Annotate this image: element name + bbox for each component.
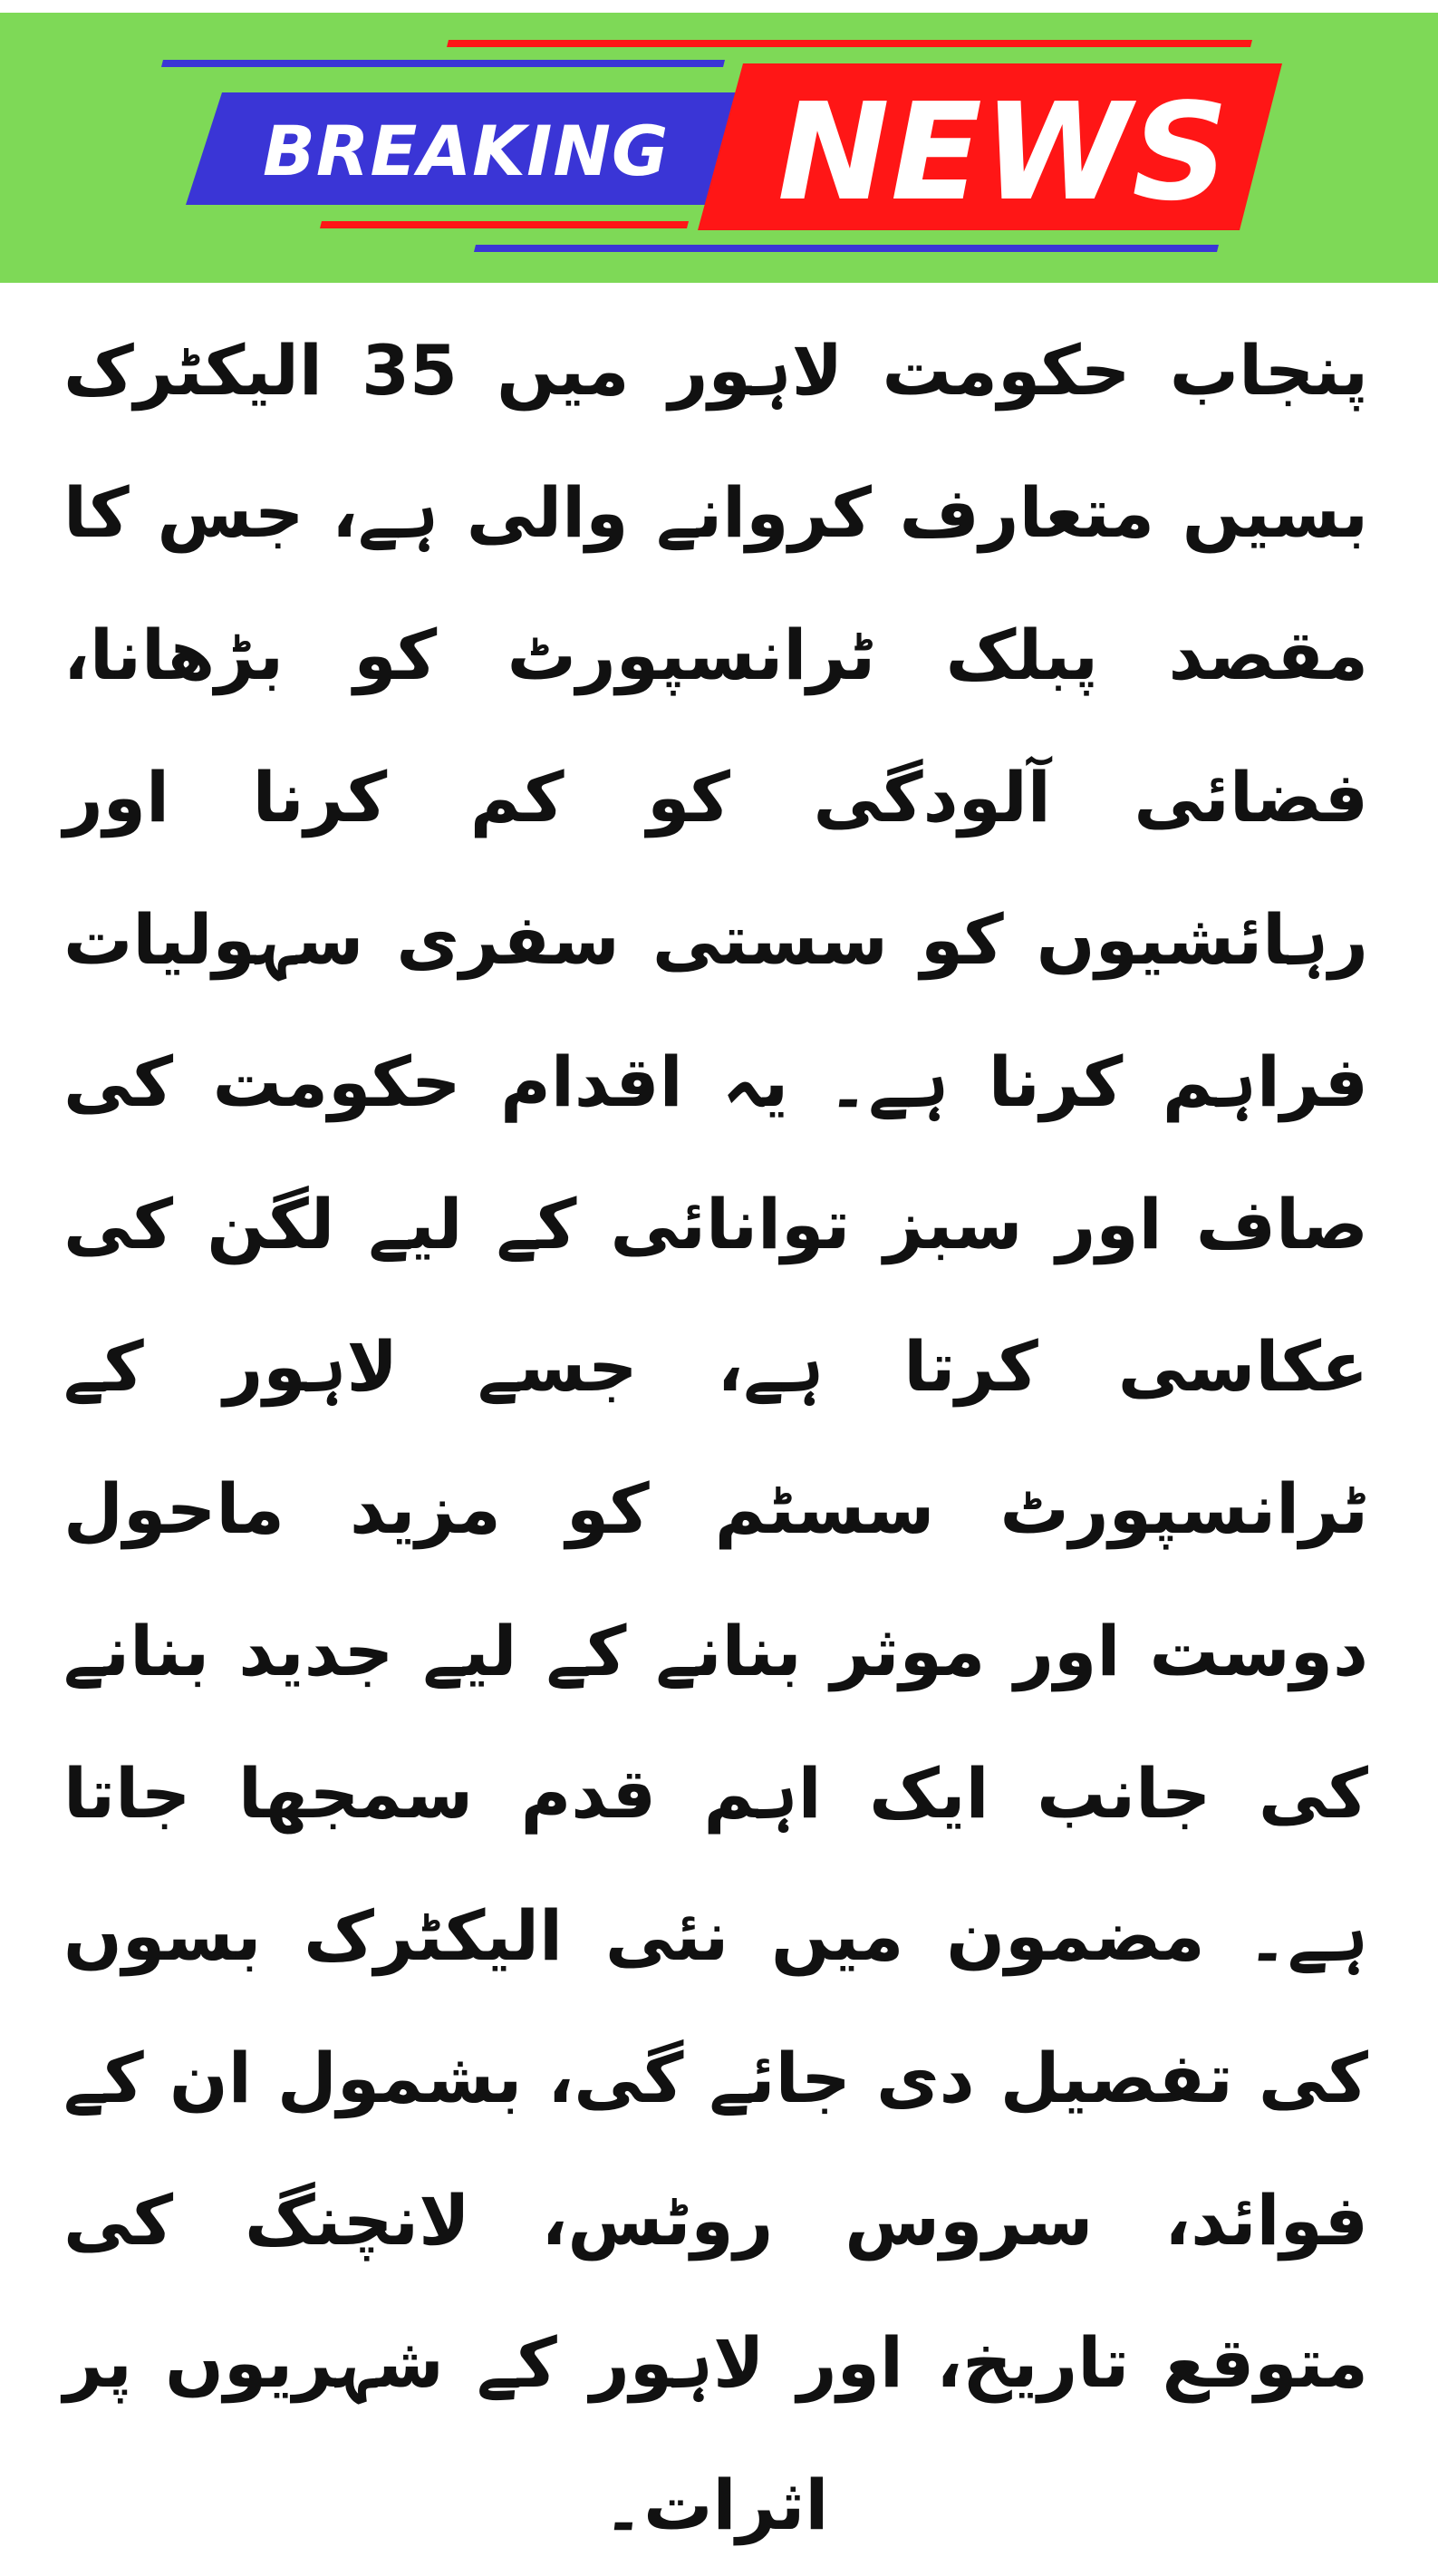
news-label: NEWS: [777, 74, 1230, 230]
bottom-blue-stripe: [474, 245, 1219, 252]
article-body: [63, 299, 1369, 2545]
breaking-news-banner: [0, 13, 1438, 283]
top-blue-stripe: [161, 60, 725, 67]
article-paragraph: پنجاب حکومت لاہور میں 35 الیکٹرک بسیں متعارف کروانے والی ہے، جس کا مقصد پبلک ٹرانسپورٹ کو بڑھانا، فضائی آلودگی کو کم کرنا اور رہائشیوں کو سستی سفری سہولیات فراہم کرنا ہے۔ یہ اقدام حکومت کی صاف اور سبز توانائی کے لیے لگن کی عکاسی کرتا ہے، جسے لاہور کے ٹرانسپورٹ سسٹم کو مزید ماحول دوست اور موثر بنانے کے لیے جدید بنانے کی جانب ایک اہم قدم سمجھا جاتا ہے۔ مضمون میں نئی الیکٹرک بسوں کی تفصیل دی جائے گی، بشمول ان کے فوائد، سروس روٹس، لانچنگ کی متوقع تاریخ، اور لاہور کے شہریوں پر اثرات۔: [63, 330, 1369, 2545]
bottom-red-stripe: [320, 221, 689, 228]
top-red-stripe: [447, 40, 1252, 47]
breaking-label: BREAKING: [263, 111, 670, 191]
